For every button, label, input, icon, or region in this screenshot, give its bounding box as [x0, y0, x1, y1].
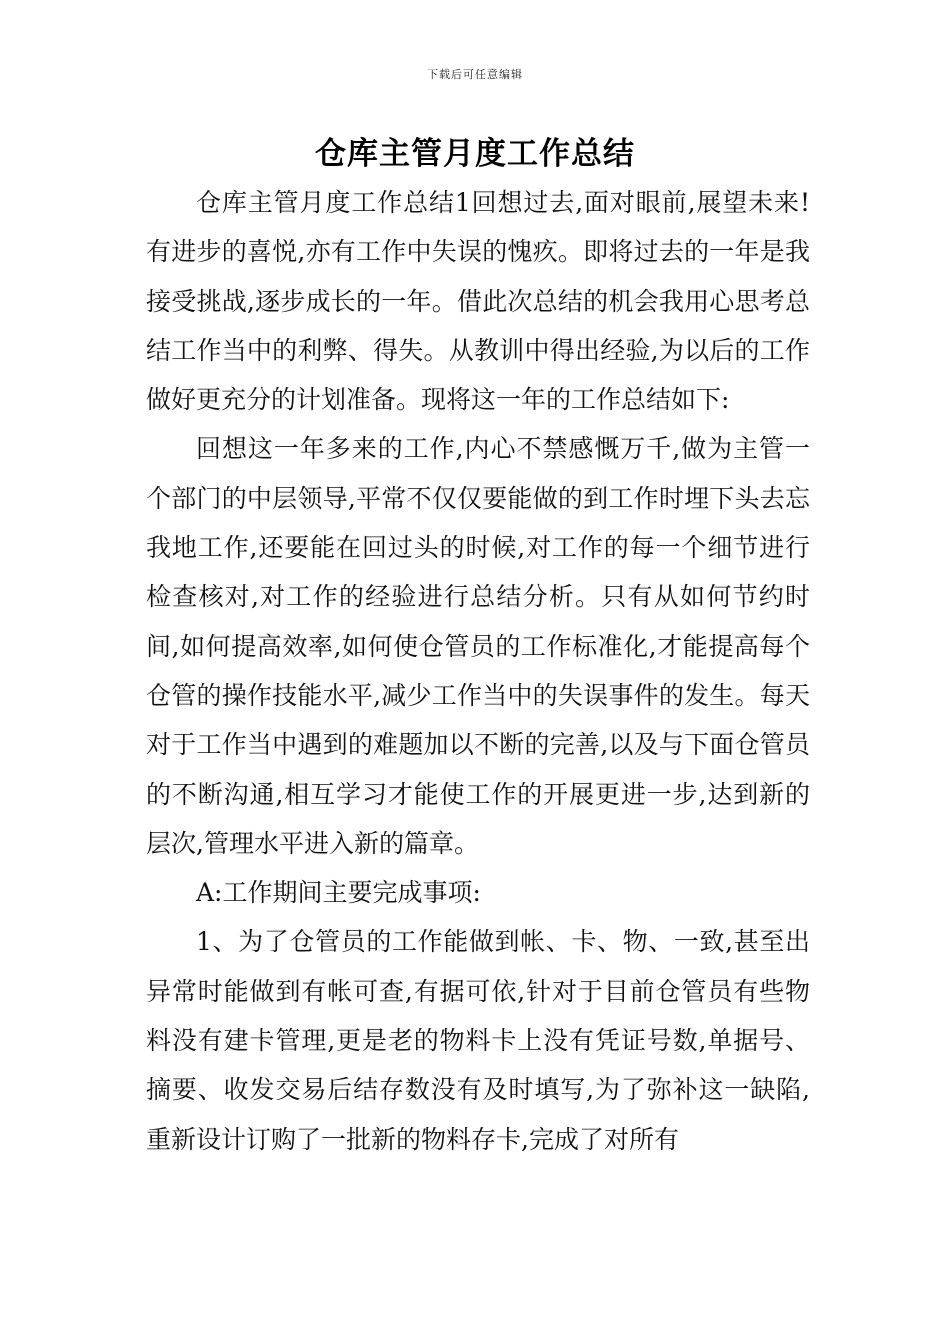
document-title: 仓库主管月度工作总结: [315, 136, 635, 172]
section-heading-a: A:工作期间主要完成事项:: [196, 878, 481, 908]
paragraph-intro: 仓库主管月度工作总结1回想过去,面对眼前,展望未来!有进步的喜悦,亦有工作中失误的愧疚。即将过去的一年是我接受挑战,逐步成长的一年。借此次总结的机会我用心思考总结工作当中的利弊、得失。从教训中得出经验,为以后的工作做好更充分的计划准备。现将这一年的工作总结如下:: [146, 188, 810, 415]
document-body: [146, 178, 810, 1164]
list-item-1: 1、为了仓管员的工作能做到帐、卡、物、一致,甚至出异常时能做到有帐可查,有据可依,针对于目前仓管员有些物料没有建卡管理,更是老的物料卡上没有凭证号数,单据号、摘要、收发交易后结存数没有及时填写,为了弥补这一缺陷,重新设计订购了一批新的物料存卡,完成了对所有: [146, 927, 810, 1154]
paragraph-reflection: 回想这一年多来的工作,内心不禁感慨万千,做为主管一个部门的中层领导,平常不仅仅要能做的到工作时埋下头去忘我地工作,还要能在回过头的时候,对工作的每一个细节进行检查核对,对工作的经验进行总结分析。只有从如何节约时间,如何提高效率,如何使仓管员的工作标准化,才能提高每个仓管的操作技能水平,减少工作当中的失误事件的发生。每天对于工作当中遇到的难题加以不断的完善,以及与下面仓管员的不断沟通,相互学习才能使工作的开展更进一步,达到新的层次,管理水平进入新的篇章。: [146, 434, 810, 858]
header-note: 下载后可任意编辑: [427, 68, 523, 81]
